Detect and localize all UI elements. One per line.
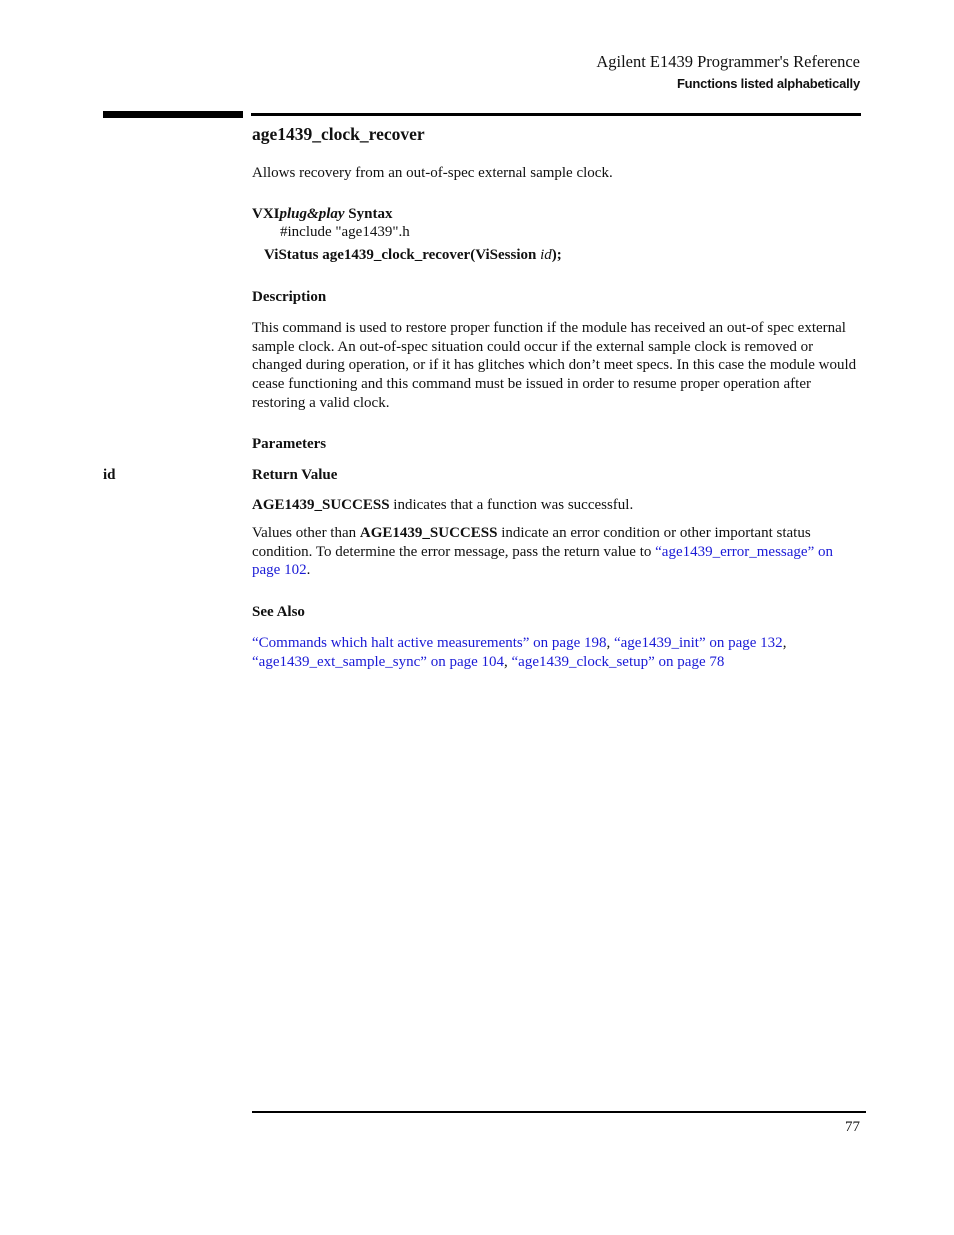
- header-subtitle: Functions listed alphabetically: [676, 76, 860, 91]
- return-success-text: AGE1439_SUCCESS indicates that a function was successful.: [252, 497, 634, 513]
- function-prototype: ViStatus age1439_clock_recover(ViSession id);: [264, 247, 562, 263]
- description-heading: Description: [252, 289, 327, 305]
- description-text: This command is used to restore proper function if the module has received an out-of spec external sample clock. An out-of-spec situation could occur if the external sample clock is removed or changed during operation, or if it has glitches which don’t meet specs. In this case the module would cease functioning and this command must be issued in order to resume proper operation after restoring a valid clock.: [252, 320, 857, 411]
- see-also-link-halt-measurements[interactable]: “Commands which halt active measurements” on page 198: [252, 635, 607, 651]
- header-rule: [251, 113, 861, 116]
- prototype-param: id: [540, 247, 552, 263]
- syntax-heading: VXIplug&play Syntax: [252, 206, 393, 222]
- see-also-link-clock-setup[interactable]: “age1439_clock_setup” on page 78: [511, 653, 725, 670]
- see-also-heading: See Also: [252, 604, 305, 620]
- return-other-text: Values other than AGE1439_SUCCESS indicate an error condition or other important status condition. To determine the error message, pass the return value to “age1439_error_message” on page 102.: [252, 525, 833, 579]
- section-marker-rule: [103, 111, 243, 118]
- success-code: AGE1439_SUCCESS: [252, 497, 390, 513]
- other-code: AGE1439_SUCCESS: [359, 525, 498, 541]
- page-number: 77: [845, 1119, 860, 1135]
- param-id-label: id: [103, 467, 116, 483]
- see-also-links: “Commands which halt active measurements” on page 198, “age1439_init” on page 132, “age1439_ext_sample_sync” on page 104, “age1439_clock_setup” on page 78: [252, 635, 787, 670]
- see-also-link-ext-sample-sync[interactable]: “age1439_ext_sample_sync” on page 104: [252, 653, 505, 670]
- parameters-heading: Parameters: [252, 436, 327, 452]
- header-title: Agilent E1439 Programmer's Reference: [596, 52, 860, 71]
- error-message-link[interactable]: “age1439_error_message” on page 102: [252, 543, 833, 579]
- return-value-heading: Return Value: [252, 467, 338, 483]
- function-title: age1439_clock_recover: [252, 124, 425, 144]
- function-summary: Allows recovery from an out-of-spec external sample clock.: [252, 165, 613, 181]
- footer-rule: [252, 1111, 866, 1113]
- see-also-link-init[interactable]: “age1439_init” on page 132: [613, 635, 783, 651]
- include-line: #include "age1439".h: [280, 224, 410, 240]
- syntax-heading-italic: plug&play: [279, 206, 345, 222]
